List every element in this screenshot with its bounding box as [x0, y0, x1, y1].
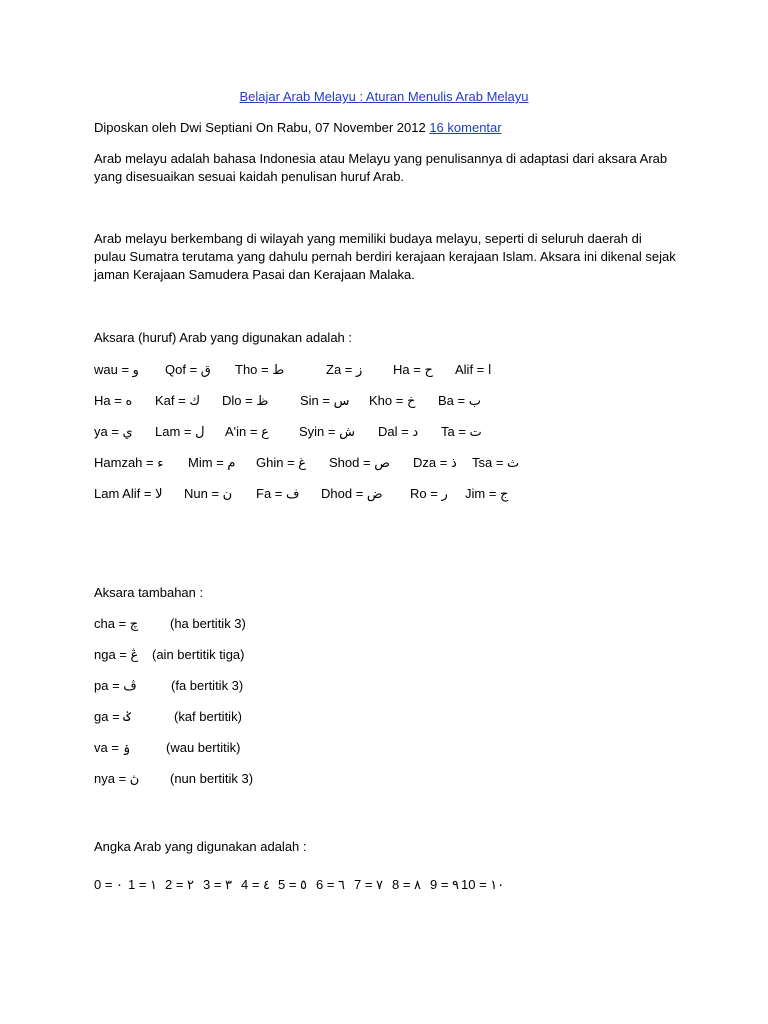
tambahan-letter: nya = ڽ [94, 771, 140, 786]
tambahan-letter: va = ۏ [94, 740, 131, 755]
aksara-cell: ya = ي [94, 424, 133, 439]
aksara-cell: Lam Alif = لا [94, 486, 163, 501]
tambahan-letter: cha = چ [94, 616, 139, 631]
tambahan-note: (ain bertitik tiga) [152, 647, 245, 662]
aksara-cell: Dhod = ض [321, 486, 383, 501]
paragraph-2-line-1: Arab melayu berkembang di wilayah yang memiliki budaya melayu, seperti di seluruh daerah di [94, 231, 642, 246]
angka-item: 3 = ٣ [203, 877, 233, 892]
tambahan-item [0, 770, 768, 787]
comments-link[interactable]: 16 komentar [429, 120, 502, 135]
aksara-cell: Hamzah = ء [94, 455, 164, 470]
aksara-cell: Sin = س [300, 393, 350, 408]
aksara-cell: Alif = ا [455, 362, 492, 377]
angka-item: 10 = ١٠ [461, 877, 505, 892]
aksara-cell: Ro = ر [410, 486, 448, 501]
page-title [0, 88, 768, 105]
angka-item: 4 = ٤ [241, 877, 271, 892]
tambahan-item [0, 677, 768, 694]
tambahan-note: (kaf bertitik) [174, 709, 242, 724]
aksara-heading: Aksara (huruf) Arab yang digunakan adalah : [94, 330, 353, 345]
byline [94, 119, 502, 136]
tambahan-item [0, 739, 768, 756]
aksara-row [0, 392, 768, 409]
angka-item: 7 = ٧ [354, 877, 384, 892]
aksara-cell: Tsa = ث [472, 455, 520, 470]
aksara-cell: Jim = ج [465, 486, 509, 501]
aksara-cell: A'in = ع [225, 424, 269, 439]
angka-item: 0 = ٠ [94, 877, 124, 892]
angka-item: 2 = ٢ [165, 877, 195, 892]
aksara-cell: Dza = ذ [413, 455, 457, 470]
tambahan-item [0, 615, 768, 632]
aksara-cell: Ba = ب [438, 393, 481, 408]
angka-item: 1 = ١ [128, 877, 158, 892]
paragraph-1-line-1: Arab melayu adalah bahasa Indonesia atau Melayu yang penulisannya di adaptasi dari aksara Arab [94, 151, 668, 166]
angka-heading: Angka Arab yang digunakan adalah : [94, 839, 307, 854]
paragraph-2-line-2: pulau Sumatra terutama yang dahulu pernah berdiri kerajaan kerajaan Islam. Aksara ini dikenal sejak [94, 249, 676, 264]
tambahan-letter: nga = ڠ [94, 647, 139, 662]
paragraph-1-line-2: yang disesuaikan sesuai kaidah penulisan huruf Arab. [94, 169, 405, 184]
aksara-row [0, 423, 768, 440]
angka-row [0, 876, 768, 893]
aksara-cell: Ha = ح [393, 362, 433, 377]
aksara-row [0, 454, 768, 471]
aksara-cell: Syin = ش [299, 424, 355, 439]
angka-item: 6 = ٦ [316, 877, 346, 892]
tambahan-item [0, 708, 768, 725]
tambahan-note: (ha bertitik 3) [170, 616, 246, 631]
angka-item: 9 = ٩ [430, 877, 460, 892]
aksara-cell: Ghin = غ [256, 455, 307, 470]
aksara-cell: Nun = ن [184, 486, 233, 501]
title-link[interactable]: Belajar Arab Melayu : Aturan Menulis Arab Melayu [239, 89, 529, 104]
aksara-row [0, 485, 768, 502]
tambahan-heading: Aksara tambahan : [94, 585, 204, 600]
aksara-cell: Ta = ت [441, 424, 482, 439]
tambahan-letter: pa = ڤ [94, 678, 137, 693]
aksara-cell: Tho = ط [235, 362, 285, 377]
aksara-cell: wau = و [94, 362, 139, 377]
aksara-cell: Lam = ل [155, 424, 205, 439]
aksara-cell: Dal = د [378, 424, 419, 439]
tambahan-note: (fa bertitik 3) [171, 678, 244, 693]
tambahan-item [0, 646, 768, 663]
tambahan-note: (nun bertitik 3) [170, 771, 254, 786]
aksara-cell: Za = ز [326, 362, 363, 377]
paragraph-2-line-3: jaman Kerajaan Samudera Pasai dan Kerajaan Malaka. [94, 267, 415, 282]
aksara-cell: Shod = ص [329, 455, 390, 470]
tambahan-letter: ga = ݢ [94, 709, 131, 724]
angka-item: 8 = ٨ [392, 877, 422, 892]
aksara-cell: Ha = ه [94, 393, 133, 408]
tambahan-note: (wau bertitik) [166, 740, 241, 755]
aksara-cell: Qof = ق [165, 362, 211, 377]
aksara-cell: Dlo = ظ [222, 393, 269, 408]
aksara-cell: Kho = خ [369, 393, 416, 408]
aksara-cell: Fa = ف [256, 486, 300, 501]
aksara-row [0, 361, 768, 378]
aksara-cell: Kaf = ك [155, 393, 201, 408]
byline-text: Diposkan oleh Dwi Septiani On Rabu, 07 November 2012 [94, 120, 426, 135]
aksara-cell: Mim = م [188, 455, 236, 470]
angka-item: 5 = ٥ [278, 877, 308, 892]
